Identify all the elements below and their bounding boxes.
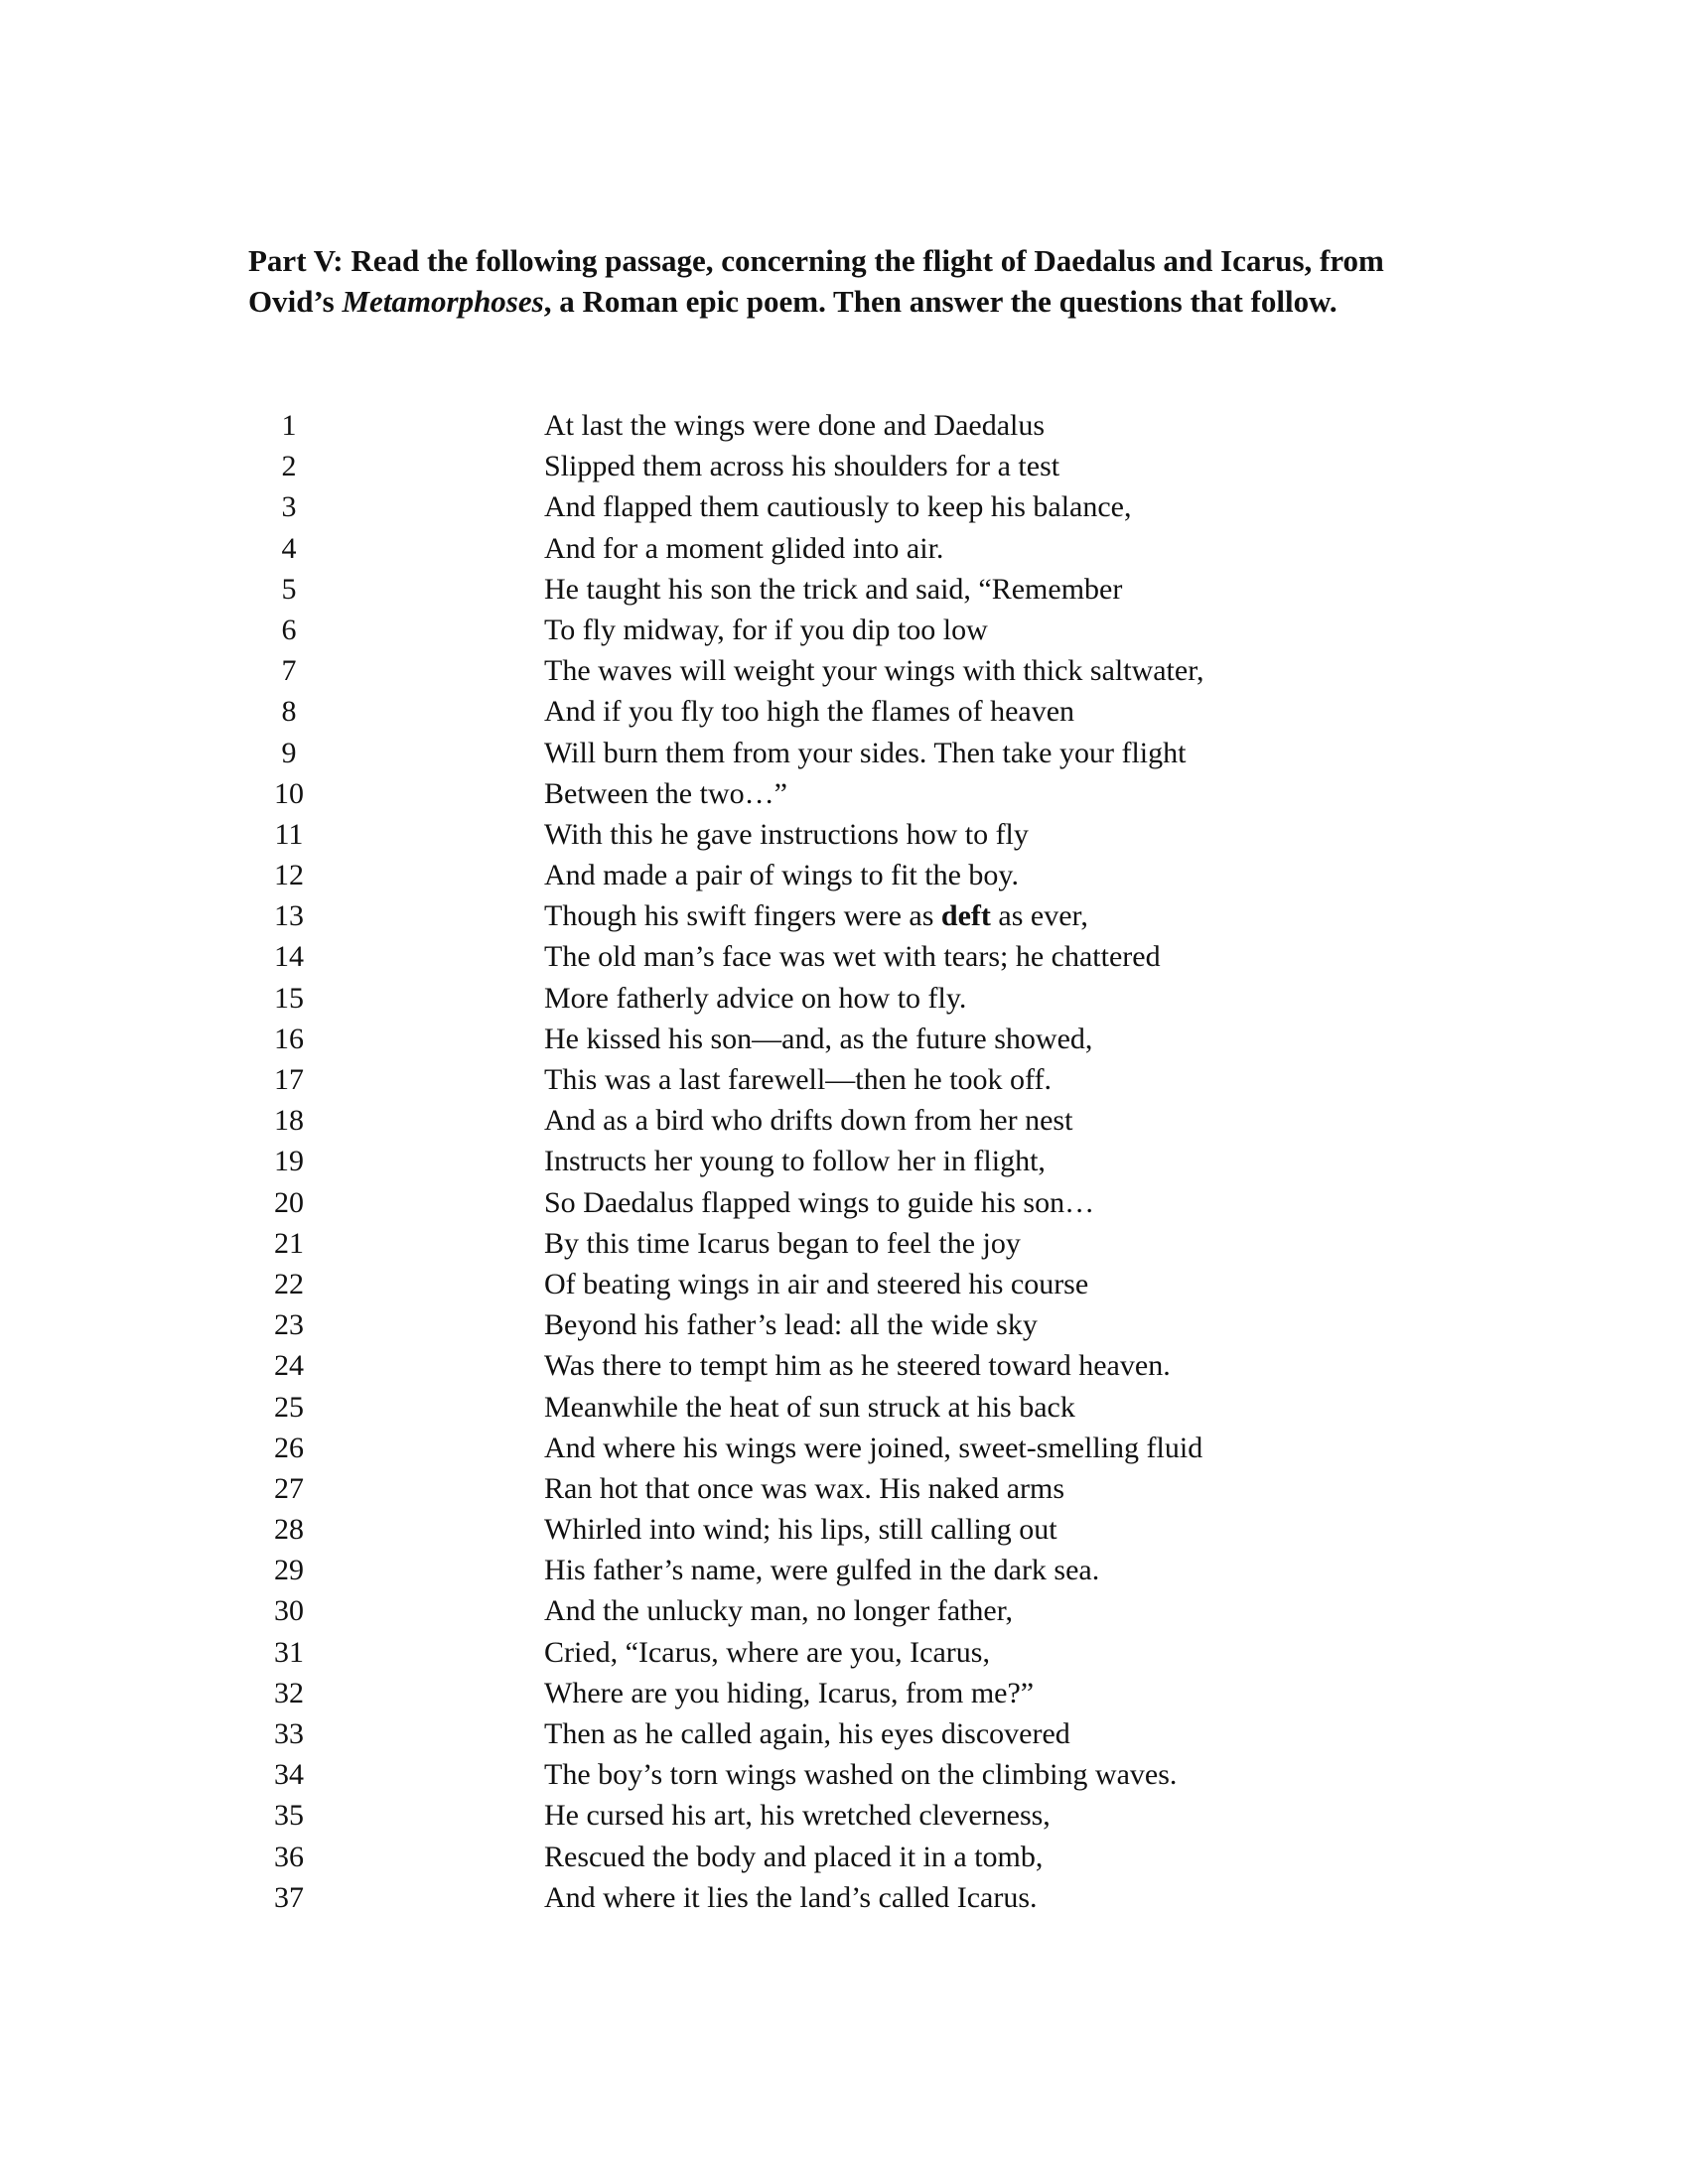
poem-line: [248, 405, 1390, 446]
poem-line: [248, 978, 1390, 1019]
line-text: Ran hot that once was wax. His naked arms: [544, 1471, 1065, 1505]
poem-line: [248, 1428, 1390, 1468]
poem-line: [248, 650, 1390, 691]
line-text: And where it lies the land’s called Icarus.: [544, 1880, 1038, 1914]
line-number: 12: [274, 859, 304, 892]
poem-line: [248, 1019, 1390, 1059]
line-text: Then as he called again, his eyes discovered: [544, 1717, 1070, 1750]
instructions-text-end: , a Roman epic poem. Then answer the questions that follow.: [543, 284, 1337, 319]
line-number: 19: [274, 1145, 304, 1178]
line-text: And where his wings were joined, sweet-smelling fluid: [544, 1431, 1203, 1464]
poem-line: [248, 1059, 1390, 1100]
line-number: 30: [274, 1594, 304, 1628]
poem-line: [248, 446, 1390, 486]
line-text: To fly midway, for if you dip too low: [544, 613, 988, 646]
line-text-part: Though his swift fingers were as: [544, 899, 941, 933]
line-text: Of beating wings in air and steered his course: [544, 1267, 1089, 1300]
line-text: Slipped them across his shoulders for a test: [544, 450, 1060, 483]
line-number: 27: [274, 1471, 304, 1505]
poem-line: [248, 814, 1390, 855]
poem-line: [248, 1632, 1390, 1673]
line-text: Rescued the body and placed it in a tomb,: [544, 1840, 1044, 1873]
line-number: 11: [274, 817, 304, 851]
line-text: The boy’s torn wings washed on the climbing waves.: [544, 1758, 1178, 1792]
line-number: 20: [274, 1185, 304, 1219]
line-number: 10: [274, 776, 304, 810]
poem-line: [248, 1795, 1390, 1836]
line-text: More fatherly advice on how to fly.: [544, 981, 967, 1015]
poem-line: [248, 733, 1390, 773]
line-number: 31: [274, 1635, 304, 1669]
line-number: 13: [274, 899, 304, 933]
poem-line: [248, 1673, 1390, 1713]
poem-line: [248, 486, 1390, 527]
bold-vocabulary-word: deft: [940, 899, 991, 933]
poem-line: [248, 1590, 1390, 1631]
line-number: 7: [281, 654, 297, 688]
line-text: Was there to tempt him as he steered toward heaven.: [544, 1349, 1171, 1383]
line-number: 3: [281, 490, 297, 524]
line-text: And as a bird who drifts down from her nest: [544, 1104, 1073, 1138]
line-number: 28: [274, 1513, 304, 1547]
line-number: 4: [281, 531, 297, 565]
line-text: So Daedalus flapped wings to guide his son…: [544, 1185, 1095, 1219]
line-text: He kissed his son—and, as the future showed,: [544, 1022, 1093, 1055]
poem-line: [248, 1264, 1390, 1304]
line-text: And made a pair of wings to fit the boy.: [544, 859, 1019, 892]
line-text: His father’s name, were gulfed in the dark sea.: [544, 1554, 1100, 1587]
line-text: Will burn them from your sides. Then take your flight: [544, 736, 1187, 769]
line-text: Cried, “Icarus, where are you, Icarus,: [544, 1635, 990, 1669]
line-text: And if you fly too high the flames of heaven: [544, 695, 1075, 729]
poem-line: [248, 1550, 1390, 1590]
line-number: 14: [274, 940, 304, 974]
line-number: 33: [274, 1717, 304, 1750]
line-number: 18: [274, 1104, 304, 1138]
line-text: Where are you hiding, Icarus, from me?”: [544, 1676, 1035, 1709]
line-number: 34: [274, 1758, 304, 1792]
poem-line: [248, 569, 1390, 610]
line-number: 26: [274, 1431, 304, 1464]
poem-line: [248, 1223, 1390, 1264]
poem-line: [248, 855, 1390, 895]
line-number: 37: [274, 1880, 304, 1914]
line-number: 29: [274, 1554, 304, 1587]
line-text: At last the wings were done and Daedalus: [544, 409, 1046, 442]
line-number: 25: [274, 1390, 304, 1424]
line-number: 32: [274, 1676, 304, 1709]
line-number: 35: [274, 1799, 304, 1833]
poem-line: [248, 1182, 1390, 1223]
poem-line: [248, 1509, 1390, 1550]
poem-line: [248, 936, 1390, 977]
poem-line: [248, 1304, 1390, 1345]
line-number: 1: [281, 409, 297, 442]
line-text: The old man’s face was wet with tears; he chattered: [544, 940, 1161, 974]
line-text: Beyond his father’s lead: all the wide sky: [544, 1308, 1038, 1342]
line-number: 6: [281, 613, 297, 646]
line-text: Between the two…”: [544, 776, 787, 810]
line-text: And the unlucky man, no longer father,: [544, 1594, 1014, 1628]
poem-line: [248, 528, 1390, 569]
line-text: And for a moment glided into air.: [544, 531, 944, 565]
line-text: With this he gave instructions how to fly: [544, 817, 1029, 851]
line-text: Instructs her young to follow her in flight,: [544, 1145, 1046, 1178]
poem-line: [248, 1713, 1390, 1754]
poem-line: [248, 895, 1390, 936]
poem-line: [248, 1100, 1390, 1141]
part-v-instructions: [248, 240, 1440, 322]
poem-line: [248, 1754, 1390, 1795]
line-number: 22: [274, 1267, 304, 1300]
line-number: 21: [274, 1226, 304, 1260]
line-text: He taught his son the trick and said, “Remember: [544, 572, 1123, 606]
line-text: By this time Icarus began to feel the joy: [544, 1226, 1021, 1260]
line-number: 23: [274, 1308, 304, 1342]
line-text: The waves will weight your wings with thick saltwater,: [544, 654, 1204, 688]
poem-line: [248, 1387, 1390, 1428]
line-number: 9: [281, 736, 297, 769]
poem-passage: [248, 405, 1390, 1918]
line-text: Whirled into wind; his lips, still calling out: [544, 1513, 1057, 1547]
instructions-text-start: Part V: Read the following passage, concerning the flight of Daedalus and Icarus, from Ovid’s: [248, 243, 1384, 319]
line-text: And flapped them cautiously to keep his balance,: [544, 490, 1132, 524]
poem-line: [248, 1345, 1390, 1386]
poem-line: [248, 1877, 1390, 1918]
line-number: 5: [281, 572, 297, 606]
poem-line: [248, 1468, 1390, 1509]
line-number: 17: [274, 1063, 304, 1096]
line-number: 2: [281, 450, 297, 483]
poem-title: Metamorphoses: [342, 284, 544, 319]
line-number: 15: [274, 981, 304, 1015]
poem-line: [248, 610, 1390, 650]
line-number: 24: [274, 1349, 304, 1383]
line-text: This was a last farewell—then he took off.: [544, 1063, 1052, 1096]
poem-line: [248, 773, 1390, 814]
line-number: 16: [274, 1022, 304, 1055]
line-text-part: as ever,: [990, 899, 1088, 933]
line-number: 36: [274, 1840, 304, 1873]
line-number: 8: [281, 695, 297, 729]
poem-line: [248, 691, 1390, 732]
line-text: Meanwhile the heat of sun struck at his back: [544, 1390, 1075, 1424]
poem-line: [248, 1141, 1390, 1181]
line-text: [544, 895, 1088, 936]
poem-line: [248, 1837, 1390, 1877]
line-text: He cursed his art, his wretched cleverness,: [544, 1799, 1051, 1833]
